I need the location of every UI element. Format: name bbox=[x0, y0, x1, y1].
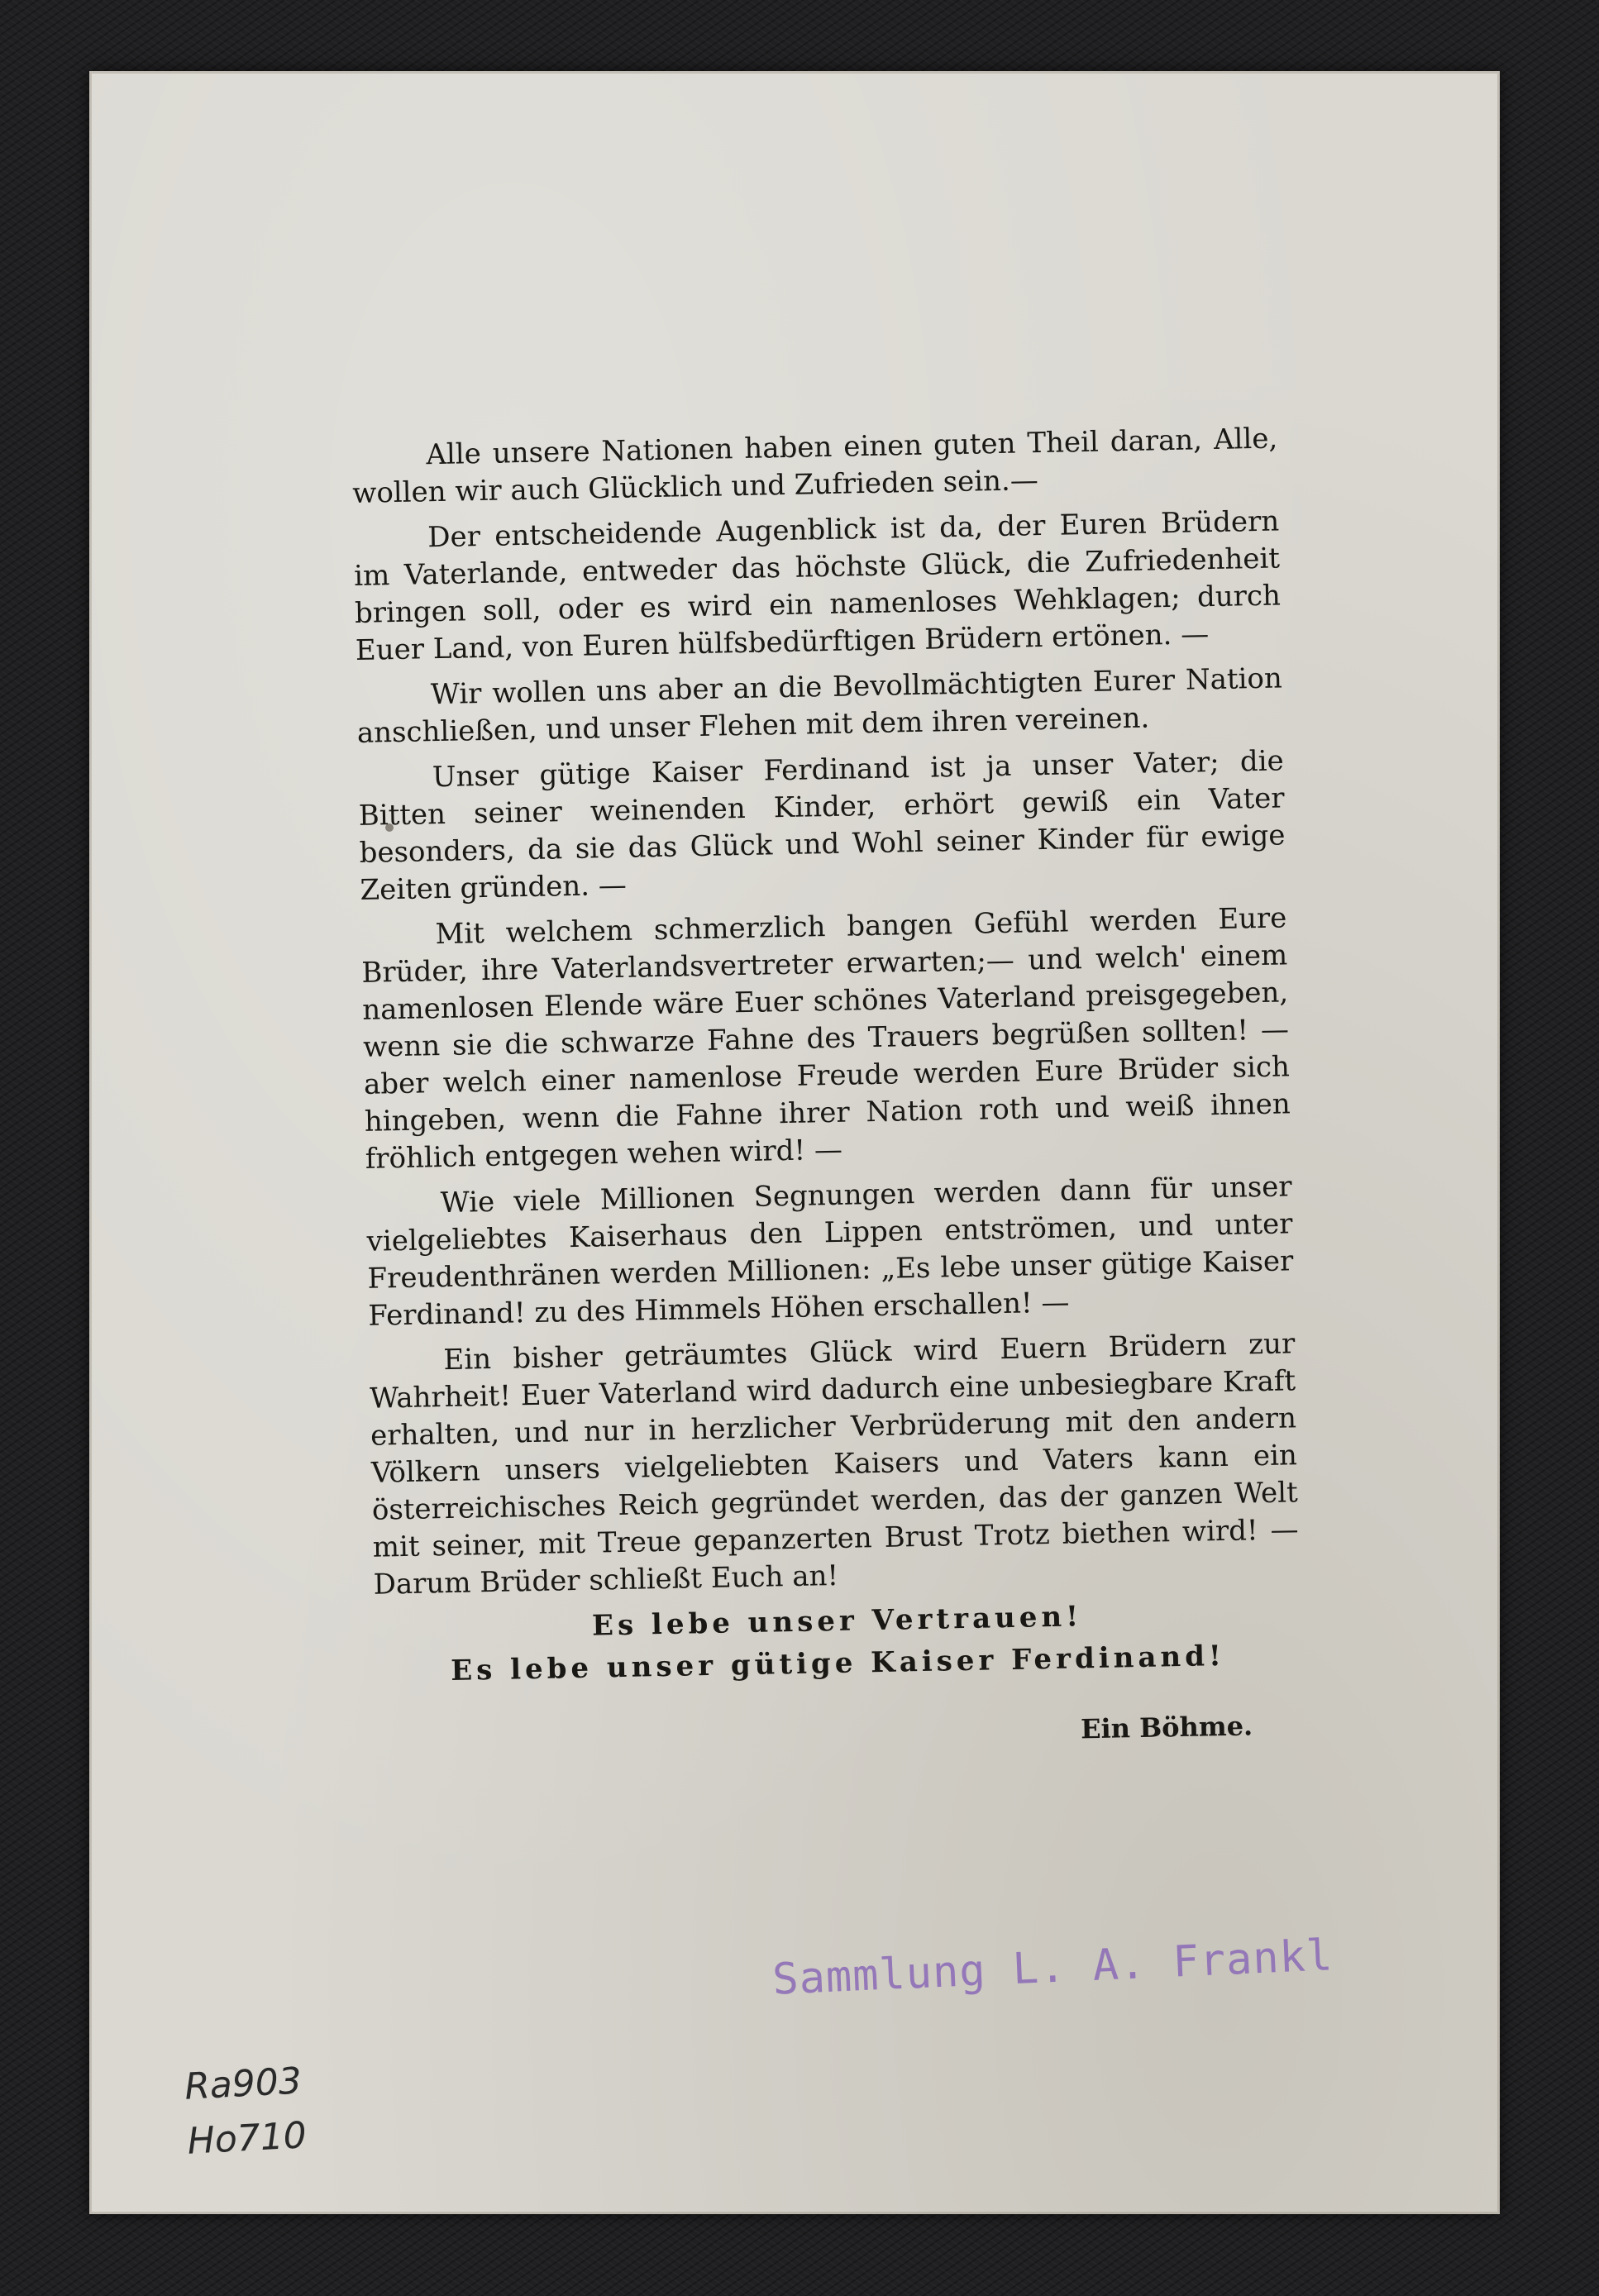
paragraph-5: Mit welchem schmerzlich bangen Gefühl werden Eure Brüder, ihre Vaterlandsvertreter erwarten;— und welch' einem namenlosen Elende wäre Euer schönes Vaterland preisgegeben, wenn sie die schwarze Fahne des Trauers begrüßen sollten! — aber welch einer namenlose Freude werden Eure Brüder sich hingeben, wenn die Fahne ihrer Nation roth und weiß ihnen fröhlich entgegen wehen wird! — bbox=[361, 901, 1291, 1176]
paragraph-7: Ein bisher geträumtes Glück wird Euern Brüdern zur Wahrheit! Euer Vaterland wird dadurch eine unbesiegbare Kraft erhalten, und nur in herzlicher Verbrüderung mit den andern Völkern unsers vielgeliebten Kaisers und Vaters kann ein österreichisches Reich gegründet werden, das der ganzen Welt mit seiner, mit Treue gepanzerten Brust Trotz biethen wird! — Darum Brüder schließt Euch an! bbox=[369, 1327, 1299, 1601]
closing-line-1: Es lebe unser Vertrauen! bbox=[591, 1600, 1083, 1643]
paragraph-1: Alle unsere Nationen haben einen guten Theil daran, Alle, wollen wir auch Glücklich und Zufrieden sein.— bbox=[351, 422, 1278, 510]
closing-line-2: Es lebe unser gütige Kaiser Ferdinand! bbox=[450, 1639, 1226, 1687]
bleed-through-heading bbox=[536, 384, 1115, 421]
paragraph-2: Der entscheidende Augenblick ist da, der Euren Brüdern im Vaterlande, entweder das höchste Glück, die Zufriedenheit bringen soll, oder es wird ein namenloses Wehklagen; durch Euer Land, von Euren hülfsbedürftigen Brüdern ertönen. — bbox=[353, 504, 1282, 667]
proclamation-text bbox=[351, 420, 1303, 1761]
shelfmark-line-1: Ra903 bbox=[184, 2060, 303, 2108]
paragraph-3: Wir wollen uns aber an die Bevollmächtigten Eurer Nation anschließen, und unser Flehen mit dem ihren vereinen. bbox=[356, 661, 1283, 750]
signature: Ein Böhme. bbox=[1080, 1710, 1253, 1745]
shelfmark-line-2: Ho710 bbox=[186, 2114, 308, 2163]
collection-stamp: Sammlung L. A. Frankl bbox=[771, 1931, 1334, 2005]
paragraph-4: Unser gütige Kaiser Ferdinand ist ja unser Vater; die Bitten seiner weinenden Kinder, erhört gewiß ein Vater besonders, da sie das Glück und Wohl seiner Kinder für ewige Zeiten gründen. — bbox=[358, 744, 1286, 907]
shelfmark-annotation bbox=[184, 2054, 308, 2169]
paragraph-6: Wie viele Millionen Segnungen werden dann für unser vielgeliebtes Kaiserhaus den Lippen entströmen, und unter Freudenthränen werden Millionen: „Es lebe unser gütige Kaiser Ferdinand! zu des Himmels Höhen erschallen! — bbox=[366, 1170, 1294, 1333]
